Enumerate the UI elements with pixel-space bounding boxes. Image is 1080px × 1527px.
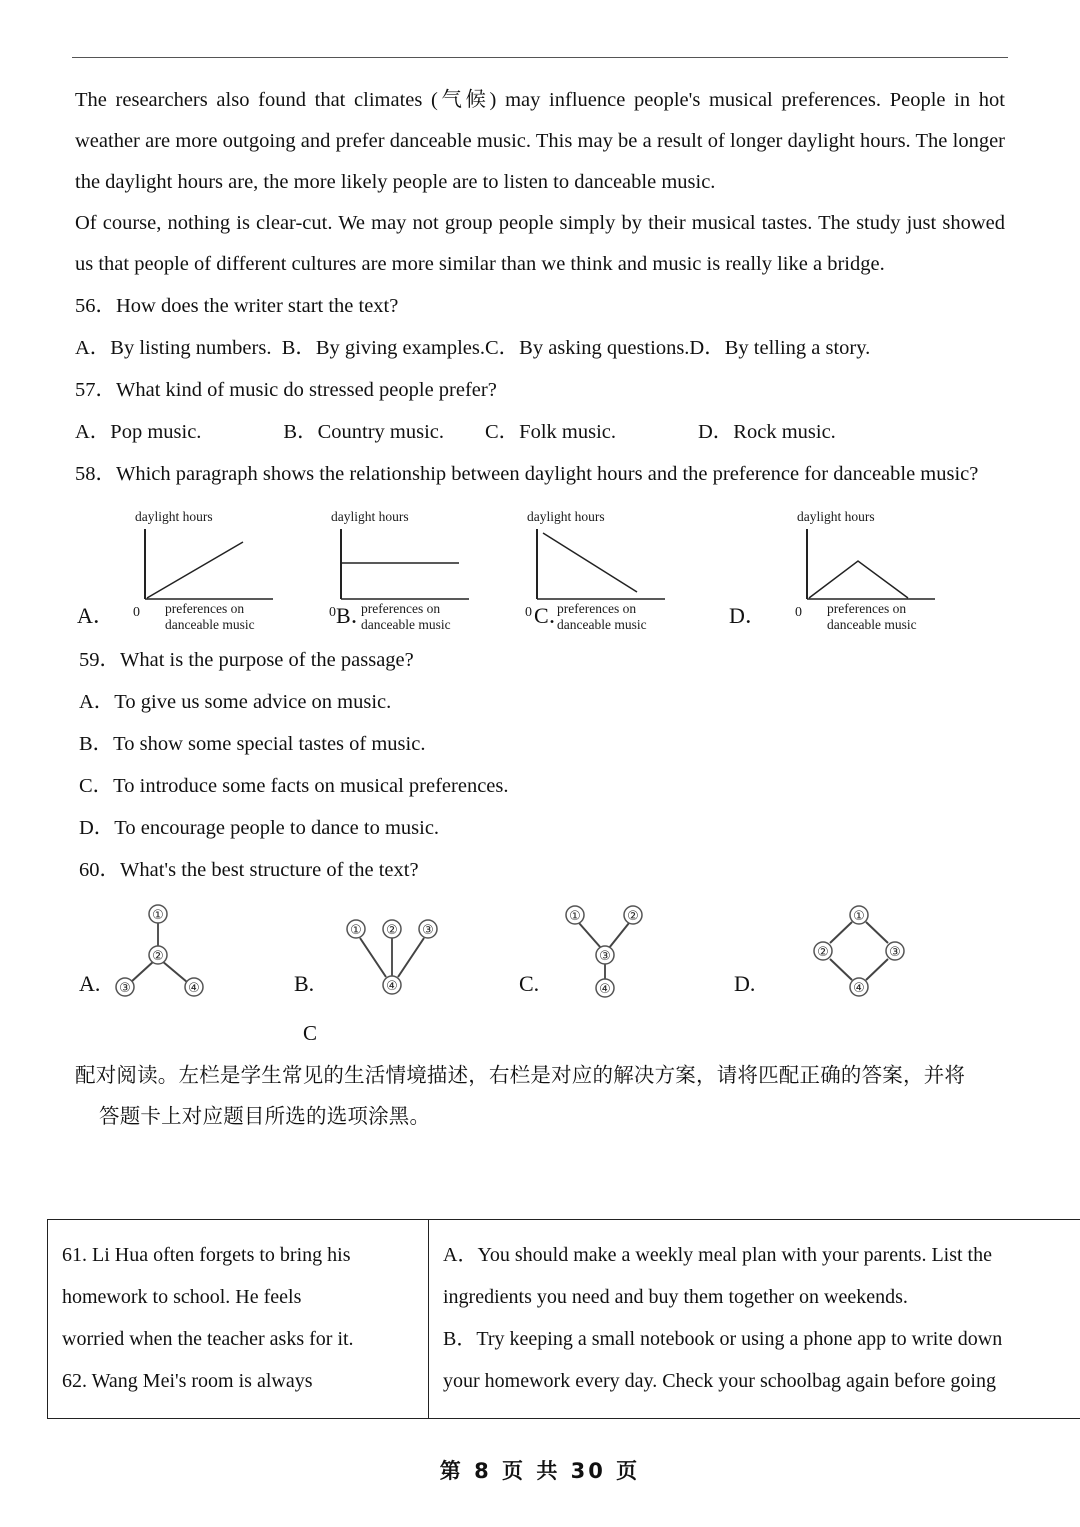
q58-graph-c-x-label-2: danceable music	[557, 617, 647, 629]
q58-graph-c	[495, 499, 710, 629]
question-57-stem-row	[75, 369, 1005, 411]
q58-option-c[interactable]	[467, 499, 717, 639]
q60-b-node-1: ①	[350, 923, 362, 938]
q60-a-node-1: ①	[152, 908, 164, 923]
q58-graph-a-origin: 0	[133, 605, 140, 620]
q58-graph-c-origin: 0	[525, 605, 532, 620]
question-57-options[interactable]: A．Pop music. B．Country music. C．Folk music. D．Rock music.	[75, 421, 836, 443]
q60-d-node-4: ④	[853, 981, 865, 996]
q60-option-a-letter: A.	[79, 971, 101, 996]
question-56-options[interactable]: A．By listing numbers. B．By giving examples.C．By asking questions.D．By telling a story.	[75, 337, 871, 359]
solution-line-3: B．Try keeping a small notebook or using a phone app to write down	[443, 1328, 1003, 1350]
q58-option-d[interactable]	[705, 499, 955, 639]
question-56-number: 56．	[75, 295, 116, 317]
passage-paragraph-2: Of course, nothing is clear-cut. We may not group people simply by their musical tastes. The study just showed us that people of different cultures are more similar than we think and music is really like a bridge.	[75, 212, 1005, 275]
q58-graph-d-x-label-2: danceable music	[827, 617, 917, 629]
q60-c-node-1: ①	[569, 909, 581, 924]
q58-graph-d-y-label: daylight hours	[797, 509, 875, 524]
q60-a-node-3: ③	[119, 981, 131, 996]
q60-option-b-letter: B.	[294, 971, 315, 996]
q58-graph-b-y-label: daylight hours	[331, 509, 409, 524]
q60-c-node-4: ④	[599, 982, 611, 997]
q58-graph-c-x-label-1: preferences on	[557, 601, 637, 616]
question-59-stem: What is the purpose of the passage?	[120, 649, 414, 671]
q60-option-d[interactable]	[730, 897, 970, 1007]
question-57-number: 57．	[75, 379, 116, 401]
question-58-graph-options	[75, 499, 1005, 639]
question-60-stem-row	[75, 849, 1005, 891]
q58-option-d-letter: D．	[729, 603, 767, 628]
question-59-option-c[interactable]: C．To introduce some facts on musical preferences.	[79, 775, 509, 797]
q60-a-node-2: ②	[152, 949, 164, 964]
q60-option-b[interactable]	[290, 897, 530, 1007]
q60-d-node-1: ①	[853, 909, 865, 924]
q58-option-a-letter: A．	[77, 603, 115, 628]
situation-line-3: worried when the teacher asks for it.	[62, 1328, 354, 1350]
q60-b-node-3: ③	[422, 923, 434, 938]
q60-option-c[interactable]	[515, 897, 755, 1007]
q60-diagram-b	[338, 911, 468, 1001]
question-58-stem: Which paragraph shows the relationship between daylight hours and the preference for danceable music?	[116, 463, 979, 485]
matching-situations-cell[interactable]	[48, 1220, 429, 1419]
page-footer: 第 8 页 共 30 页	[439, 1459, 641, 1483]
q60-diagram-a	[109, 899, 239, 999]
matching-instruction-line-2: 答题卡上对应题目所选的选项涂黑。	[99, 1104, 431, 1128]
question-58-stem-row	[75, 453, 1005, 495]
q58-option-c-letter: C．	[534, 603, 571, 628]
q58-graph-b-x-label-1: preferences on	[361, 601, 441, 616]
q60-b-node-4: ④	[386, 979, 398, 994]
q58-graph-b-x-label-2: danceable music	[361, 617, 451, 629]
q60-d-node-2: ②	[817, 945, 829, 960]
situation-line-1: 61. Li Hua often forgets to bring his	[62, 1244, 351, 1266]
q60-c-node-3: ③	[599, 949, 611, 964]
q58-graph-a-x-label-1: preferences on	[165, 601, 245, 616]
question-60-selected-answer: C	[302, 1021, 317, 1045]
question-59-option-a[interactable]: A．To give us some advice on music.	[79, 691, 392, 713]
q58-option-b-letter: B．	[336, 603, 373, 628]
passage-paragraph-1: The researchers also found that climates (气候) may influence people's musical preferences. People in hot weather are more outgoing and prefer danceable music. This may be a result of longer daylight hours. The longer the daylight hours are, the more likely people are to listen to danceable music.	[75, 89, 1005, 193]
table-row	[48, 1220, 1080, 1419]
q60-option-a[interactable]	[75, 897, 315, 1007]
question-59-option-d[interactable]: D．To encourage people to dance to music.	[79, 817, 440, 839]
matching-table	[47, 1219, 1080, 1419]
q60-a-node-4: ④	[188, 981, 200, 996]
q60-option-d-letter: D.	[734, 971, 756, 996]
situation-line-4: 62. Wang Mei's room is always	[62, 1370, 313, 1392]
matching-solutions-cell[interactable]	[429, 1220, 1080, 1419]
q60-b-node-2: ②	[386, 923, 398, 938]
question-60-structure-options	[75, 897, 1005, 1007]
question-59-number: 59．	[79, 649, 120, 671]
question-59-option-b[interactable]: B．To show some special tastes of music.	[79, 733, 426, 755]
question-56-stem: How does the writer start the text?	[116, 295, 399, 317]
question-60-stem: What's the best structure of the text?	[120, 859, 419, 881]
q58-graph-a-x-label-2: danceable music	[165, 617, 255, 629]
header-divider-rule	[72, 57, 1008, 58]
situation-line-2: homework to school. He feels	[62, 1286, 302, 1308]
q58-graph-a-y-label: daylight hours	[135, 509, 213, 524]
question-59-stem-row	[75, 639, 1005, 681]
q60-option-c-letter: C.	[519, 971, 540, 996]
matching-instruction-line-1: 配对阅读。左栏是学生常见的生活情境描述，右栏是对应的解决方案，请将匹配正确的答案，并将	[75, 1063, 966, 1087]
question-60-number: 60．	[79, 859, 120, 881]
q58-graph-d-x-label-1: preferences on	[827, 601, 907, 616]
q58-graph-b-origin: 0	[329, 605, 336, 620]
question-56-stem-row	[75, 285, 1005, 327]
q60-c-node-2: ②	[627, 909, 639, 924]
solution-line-4: your homework every day. Check your schoolbag again before going	[443, 1370, 996, 1392]
q60-diagram-c	[557, 899, 687, 999]
page-content	[75, 80, 1005, 1137]
q58-graph-c-y-label: daylight hours	[527, 509, 605, 524]
q60-d-node-3: ③	[889, 945, 901, 960]
q58-graph-d-origin: 0	[795, 605, 802, 620]
solution-line-2: ingredients you need and buy them together on weekends.	[443, 1286, 908, 1308]
q60-diagram-d	[810, 893, 940, 1003]
question-57-stem: What kind of music do stressed people prefer?	[116, 379, 497, 401]
solution-line-1: A．You should make a weekly meal plan with your parents. List the	[443, 1244, 992, 1266]
question-58-number: 58．	[75, 463, 116, 485]
q58-graph-d	[765, 499, 980, 629]
